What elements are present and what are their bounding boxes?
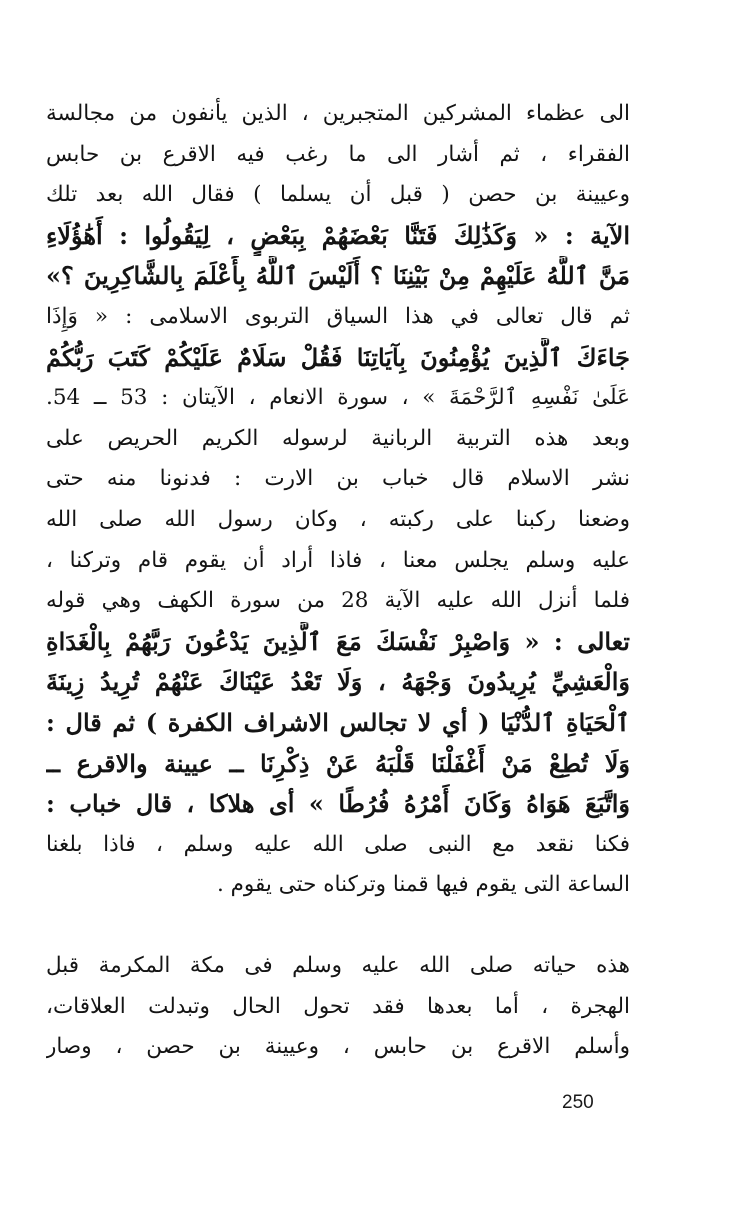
quran-verse-line: الآية : « وَكَذَٰلِكَ فَتَنَّا بَعْضَهُمْ بِبَعْضٍ ، لِيَقُولُوا : أَهَٰؤُلَاءِ bbox=[46, 220, 630, 250]
page-number: 250 bbox=[562, 1092, 594, 1113]
text-line: وأسلم الاقرع بن حابس ، وعيينة بن حصن ، وصار bbox=[46, 1034, 630, 1060]
quran-verse-line: وَلَا تُطِعْ مَنْ أَغْفَلْنَا قَلْبَهُ عَنْ ذِكْرِنَا ــ عيينة والاقرع ــ bbox=[46, 748, 630, 778]
quran-verse-line: جَاءَكَ ٱلَّذِينَ يُؤْمِنُونَ بِآيَاتِنَا فَقُلْ سَلَامٌ عَلَيْكُمْ كَتَبَ رَبُّكُمْ bbox=[46, 342, 630, 372]
text-line: وعيينة بن حصن ( قبل أن يسلما ) فقال الله بعد تلك bbox=[46, 182, 630, 208]
text-line: فكنا نقعد مع النبى صلى الله عليه وسلم ، فاذا بلغنا bbox=[46, 831, 630, 857]
quran-verse-line: مَنَّ ٱللَّهُ عَلَيْهِمْ مِنْ بَيْنِنَا ؟ أَلَيْسَ ٱللَّهُ بِأَعْلَمَ بِالشَّاكِرِينَ ؟» bbox=[46, 261, 630, 291]
text-line: ثم قال تعالى في هذا السياق التربوى الاسلامى : « وَإِذَا bbox=[46, 303, 630, 329]
text-line: هذه حياته صلى الله عليه وسلم فى مكة المكرمة قبل bbox=[46, 953, 630, 978]
text-line: فلما أنزل الله عليه الآية 28 من سورة الكهف وهي قوله bbox=[46, 588, 630, 614]
text-line: الى عظماء المشركين المتجبرين ، الذين يأنفون من مجالسة bbox=[46, 101, 630, 126]
quran-verse-line: ٱلْحَيَاةِ ٱلدُّنْيَا ( أي لا تجالس الاشراف الكفرة ) ثم قال : bbox=[46, 707, 630, 737]
text-line: نشر الاسلام قال خباب بن الارت : فدنونا منه حتى bbox=[46, 466, 630, 492]
quran-verse-line: تعالى : « وَاصْبِرْ نَفْسَكَ مَعَ ٱلَّذِينَ يَدْعُونَ رَبَّهُمْ بِالْغَدَاةِ bbox=[46, 626, 630, 656]
paragraph-1 bbox=[46, 94, 630, 906]
text-line: الساعة التى يقوم فيها قمنا وتركناه حتى يقوم . bbox=[216, 872, 630, 898]
paragraph-2 bbox=[46, 946, 630, 1068]
quran-verse-line: وَاتَّبَعَ هَوَاهُ وَكَانَ أَمْرُهُ فُرُطًا » أى هلاكا ، قال خباب : bbox=[46, 789, 630, 819]
quran-verse-line: وَالْعَشِيِّ يُرِيدُونَ وَجْهَهُ ، وَلَا تَعْدُ عَيْنَاكَ عَنْهُمْ تُرِيدُ زِينَةَ bbox=[46, 667, 630, 697]
text-line: وضعنا ركبنا على ركبته ، وكان رسول الله صلى الله bbox=[46, 506, 630, 532]
text-line: وبعد هذه التربية الربانية لرسوله الكريم الحريص على bbox=[46, 425, 630, 451]
text-line: الهجرة ، أما بعدها فقد تحول الحال وتبدلت العلاقات، bbox=[46, 993, 630, 1019]
text-line: عَلَىٰ نَفْسِهِ ٱلرَّحْمَةَ » ، سورة الانعام ، الآيتان : 53 ــ 54. bbox=[46, 385, 630, 411]
text-line: عليه وسلم يجلس معنا ، فاذا أراد أن يقوم قام وتركنا ، bbox=[46, 547, 630, 573]
text-line: الفقراء ، ثم أشار الى ما رغب فيه الاقرع بن حابس bbox=[46, 141, 630, 167]
